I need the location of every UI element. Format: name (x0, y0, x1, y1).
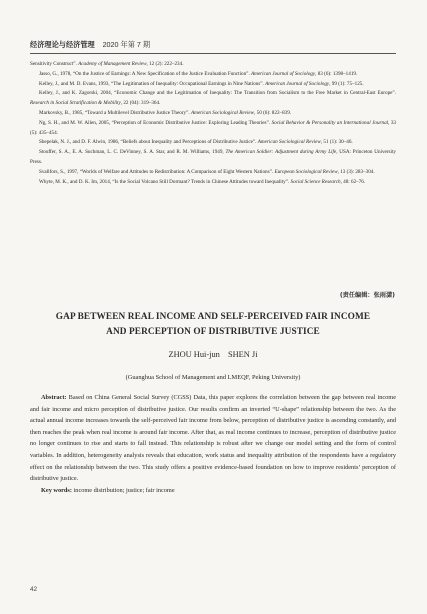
editor-note: (责任编辑：张雨潇) (339, 292, 395, 299)
reference-item: Svallfors, S., 1997, “Worlds of Welfare and Attitudes to Redistribution: A Comparison of Eight Western Nations”. European Sociological Review, 13 (3): 283–304. (39, 168, 375, 175)
author-name: ZHOU Hui-jun (168, 350, 220, 359)
keywords-text: income distribution; justice; fair income (71, 486, 175, 494)
reference-item: Sensitivity Construct”. Academy of Management Review, 12 (2): 222–234. (30, 61, 184, 67)
issue-label: 2020 年第 7 期 (102, 40, 151, 49)
title-line-1: GAP BETWEEN REAL INCOME AND SELF-PERCEIVED FAIR INCOME (55, 312, 371, 322)
keywords-label: Key words: (41, 486, 72, 494)
reference-item: Whyte, M. K., and D. K. Im, 2014, “Is the Social Volcano Still Dormant? Trends in Chinese Attitudes toward Inequality”. Social Science Research, 48: 62–76. (39, 178, 366, 185)
header-rule (30, 53, 396, 54)
reference-item: Markovsky, B., 1985, “Toward a Multilevel Distributive Justice Theory”. American Sociological Review, 50 (6): 822–839. (39, 109, 292, 116)
abstract-block (30, 392, 396, 496)
affiliation: (Guanghua School of Management and LMEQF, Peking University) (125, 374, 301, 381)
title-line-2: AND PERCEPTION OF DISTRIBUTIVE JUSTICE (106, 327, 320, 337)
reference-item: Stouffer, S. A., E. A. Suchman, L. C. DeVinney, S. A. Star, and R. M. Williams, 1949, The American Soldier: Adjustment during Army Life, USA: Princeton University Press. (30, 149, 396, 165)
running-header (30, 40, 390, 50)
reference-item: Ng, S. H., and M. W. Allen, 2005, “Perception of Economic Distributive Justice: Exploring Leading Theories”. Social Behavior & Personality an International Journal, 33 (5): 435–454. (30, 119, 396, 136)
reference-list (30, 60, 396, 187)
author-name: SHEN Ji (227, 350, 258, 359)
author-list (30, 350, 396, 359)
abstract-paragraph (30, 392, 396, 485)
keywords-paragraph (30, 485, 396, 497)
abstract-text: Based on China General Social Survey (CGSS) Data, this paper explores the correlation between the gap between real income and fair income and micro perception of distributive justice. Our results confirm an inverted “U-shape” relationship between the two. As the actual annual income increases towards the self-perceived fair income from below, perception of distributive justice is ascending constantly, and then reaches the peak when real income is around fair income. After that, as real income continues to increase, perception of distributive justice no longer continues to rise and starts to fall instead. This relationship is robust after we change our model setting and the form of control variables. In addition, heterogeneity analysis reveals that education, work status and inequality attribution of the respondents have a regulatory effect on the relationship between the two. This study offers a positive evidence-based foundation on how to improve residents’ perception of distributive justice. (30, 394, 396, 483)
reference-item: Kelley, J., and M. D. Evans, 1993, “The Legitimation of Inequality: Occupational Earnings in Nine Nations”. American Journal of Sociology, 99 (1): 75–125. (39, 80, 364, 87)
page-number: 42 (30, 586, 38, 593)
abstract-label: Abstract: (41, 394, 67, 401)
reference-item: Kelley, J., and K. Zagorski, 2004, “Economic Change and the Legitimation of Inequality: The Transition from Socialism to the Free Market in Central-East Europe”. Research in Social Stratification & Mobility, 22 (04): 319–364. (30, 90, 396, 107)
reference-item: Jasso, G., 1978, “On the Justice of Earnings: A New Specification of the Justice Evaluation Function”. American Journal of Sociology, 83 (6): 1398–1419. (39, 70, 358, 77)
reference-item: Shepelak, N. J., and D. F. Alwin, 1986, “Beliefs about Inequality and Perceptions of Distributive Justice”. American Sociological Review, 51 (1): 30–46. (39, 139, 353, 146)
paper-title (30, 310, 396, 340)
journal-name: 经济理论与经济管理 (30, 40, 95, 49)
